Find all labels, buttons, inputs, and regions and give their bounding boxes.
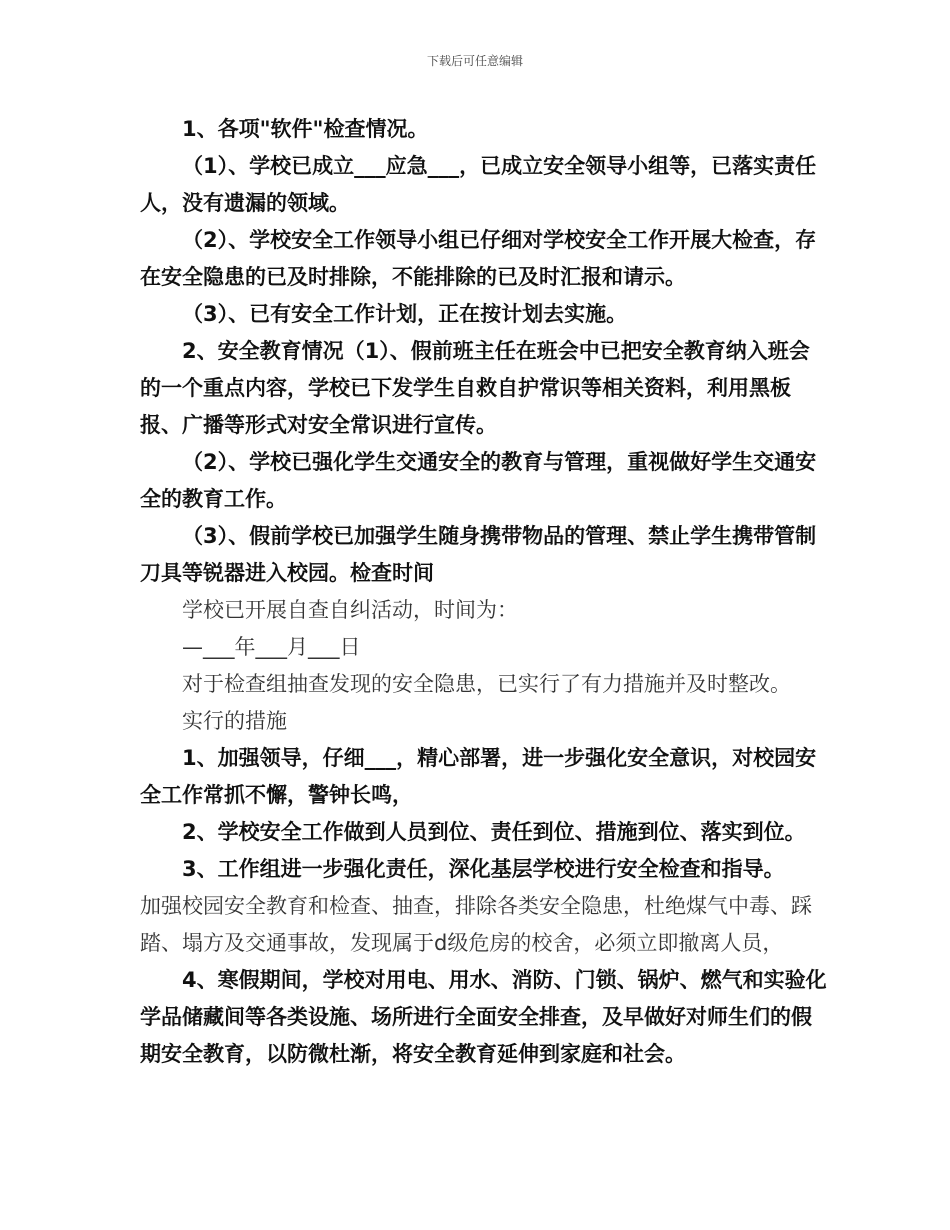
section-heading-measures: 实行的措施 <box>182 709 287 733</box>
paragraph-9: 对于检查组抽查发现的安全隐患，已实行了有力措施并及时整改。 <box>182 672 791 696</box>
paragraph-4: （3）、已有安全工作计划，正在按计划去实施。 <box>182 302 628 326</box>
page-header: 下载后可任意编辑 <box>426 54 523 68</box>
paragraph-3: （2）、学校安全工作领导小组已仔细对学校安全工作开展大检查，存在安全隐患的已及时排除，不能排除的已及时汇报和请示。 <box>140 228 817 289</box>
paragraph-6: （2）、学校已强化学生交通安全的教育与管理，重视做好学生交通安全的教育工作。 <box>140 450 817 511</box>
date-line: —___年___月___日 <box>182 635 361 659</box>
paragraph-2: （1）、学校已成立___应急___，已成立安全领导小组等，已落实责任人，没有遗漏的领域。 <box>140 154 817 215</box>
paragraph-14: 4、寒假期间，学校对用电、用水、消防、门锁、锅炉、燃气和实验化学品储藏间等各类设施、场所进行全面安全排查，及早做好对师生们的假期安全教育，以防微杜渐，将安全教育延伸到家庭和社会。 <box>140 968 827 1066</box>
document-body <box>140 111 830 1073</box>
paragraph-7: （3）、假前学校已加强学生随身携带物品的管理、禁止学生携带管制刀具等锐器进入校园。检查时间 <box>140 524 817 585</box>
paragraph-1: 1、各项"软件"检查情况。 <box>182 117 429 141</box>
paragraph-13: 加强校园安全教育和检查、抽查，排除各类安全隐患，杜绝煤气中毒、踩踏、塌方及交通事故，发现属于d级危房的校舍，必须立即撤离人员， <box>140 894 812 955</box>
paragraph-11: 2、学校安全工作做到人员到位、责任到位、措施到位、落实到位。 <box>182 820 806 844</box>
paragraph-5: 2、安全教育情况（1）、假前班主任在班会中已把安全教育纳入班会的一个重点内容，学校已下发学生自救自护常识等相关资料，利用黑板报、广播等形式对安全常识进行宣传。 <box>140 339 810 437</box>
paragraph-10: 1、加强领导，仔细___，精心部署，进一步强化安全意识，对校园安全工作常抓不懈，警钟长鸣， <box>140 746 817 807</box>
paragraph-8: 学校已开展自查自纠活动，时间为： <box>182 598 518 622</box>
paragraph-12: 3、工作组进一步强化责任，深化基层学校进行安全检查和指导。 <box>182 857 785 881</box>
